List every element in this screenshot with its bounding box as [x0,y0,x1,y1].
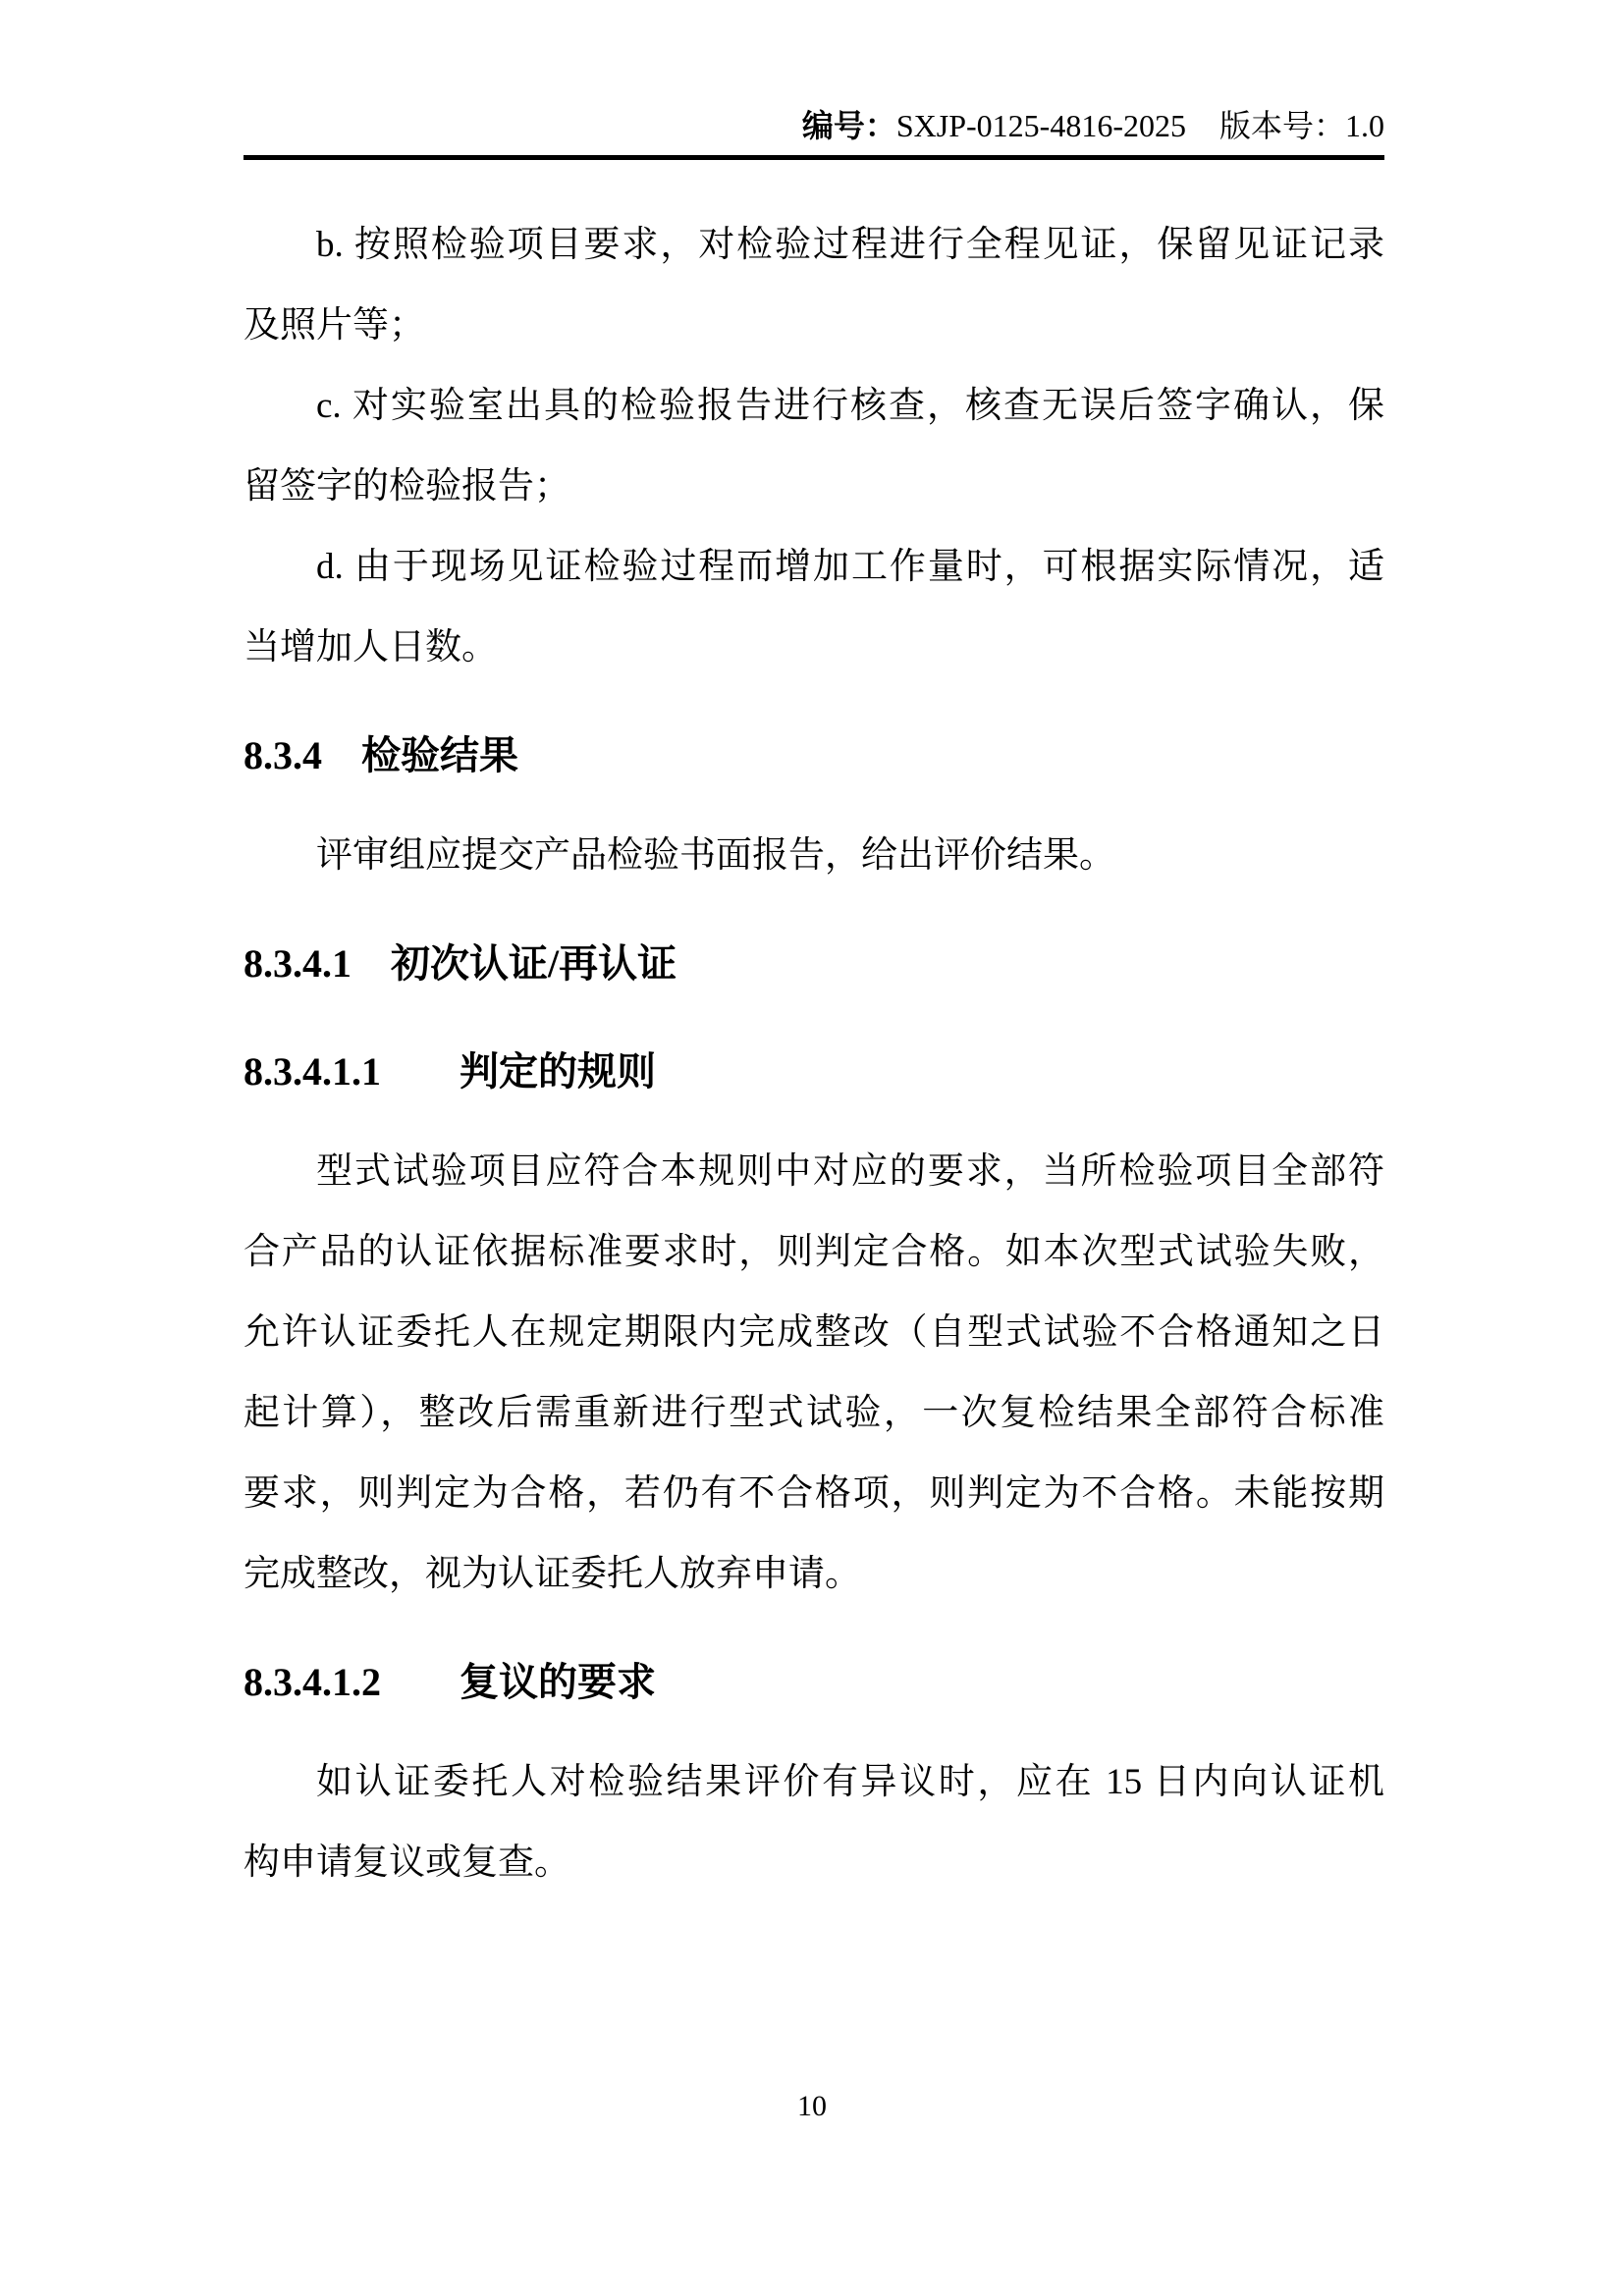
heading-inspection-results: 8.3.4 检验结果 [244,733,518,777]
paragraph-review-report [244,816,1384,896]
doc-number-value: SXJP-0125-4816-2025 [895,108,1186,143]
paragraph-type-test-rules [244,1132,1384,1615]
version-value: 1.0 [1345,108,1384,143]
text-line: 构申请复议或复查。 [244,1842,570,1883]
text-line: 要求，则判定为合格，若仍有不合格项，则判定为不合格。未能按期 [244,1473,1384,1514]
doc-number-label: 编号： [801,108,896,143]
page-content [244,0,1384,1903]
text-line: b. 按照检验项目要求，对检验过程进行全程见证，保留见证记录 [316,225,1384,265]
paragraph-workload [244,527,1384,688]
text-line: 合产品的认证依据标准要求时，则判定合格。如本次型式试验失败， [244,1232,1384,1272]
page-header [244,0,1384,147]
paragraph-witness-records [244,205,1384,366]
version-label: 版本号： [1218,108,1345,143]
text-line: 允许认证委托人在规定期限内完成整改（自型式试验不合格通知之日 [244,1312,1384,1353]
heading-initial-recertification: 8.3.4.1 初次认证/再认证 [244,941,677,986]
heading-reconsideration-requirements: 8.3.4.1.2 复议的要求 [244,1660,656,1704]
text-line: 及照片等； [244,305,425,346]
text-line: 留签字的检验报告； [244,466,570,507]
text-line: c. 对实验室出具的检验报告进行核查，核查无误后签字确认，保 [316,386,1384,426]
document-body [244,205,1384,1903]
text-line: 当增加人日数。 [244,627,498,667]
paragraph-report-check [244,366,1384,527]
heading-judgment-rules: 8.3.4.1.1 判定的规则 [244,1049,656,1094]
text-line: 如认证委托人对检验结果评价有异议时，应在 15 日内向认证机 [316,1762,1384,1802]
header-rule [244,155,1384,160]
text-line: d. 由于现场见证检验过程而增加工作量时，可根据实际情况，适 [316,547,1384,587]
text-line: 起计算），整改后需重新进行型式试验，一次复检结果全部符合标准 [244,1393,1384,1433]
paragraph-appeal [244,1742,1384,1903]
page-number: 10 [797,2090,827,2122]
text-line: 型式试验项目应符合本规则中对应的要求，当所检验项目全部符 [316,1151,1384,1192]
text-line: 评审组应提交产品检验书面报告，给出评价结果。 [316,835,1115,876]
text-line: 完成整改，视为认证委托人放弃申请。 [244,1554,861,1594]
page-footer [0,2087,1624,2126]
